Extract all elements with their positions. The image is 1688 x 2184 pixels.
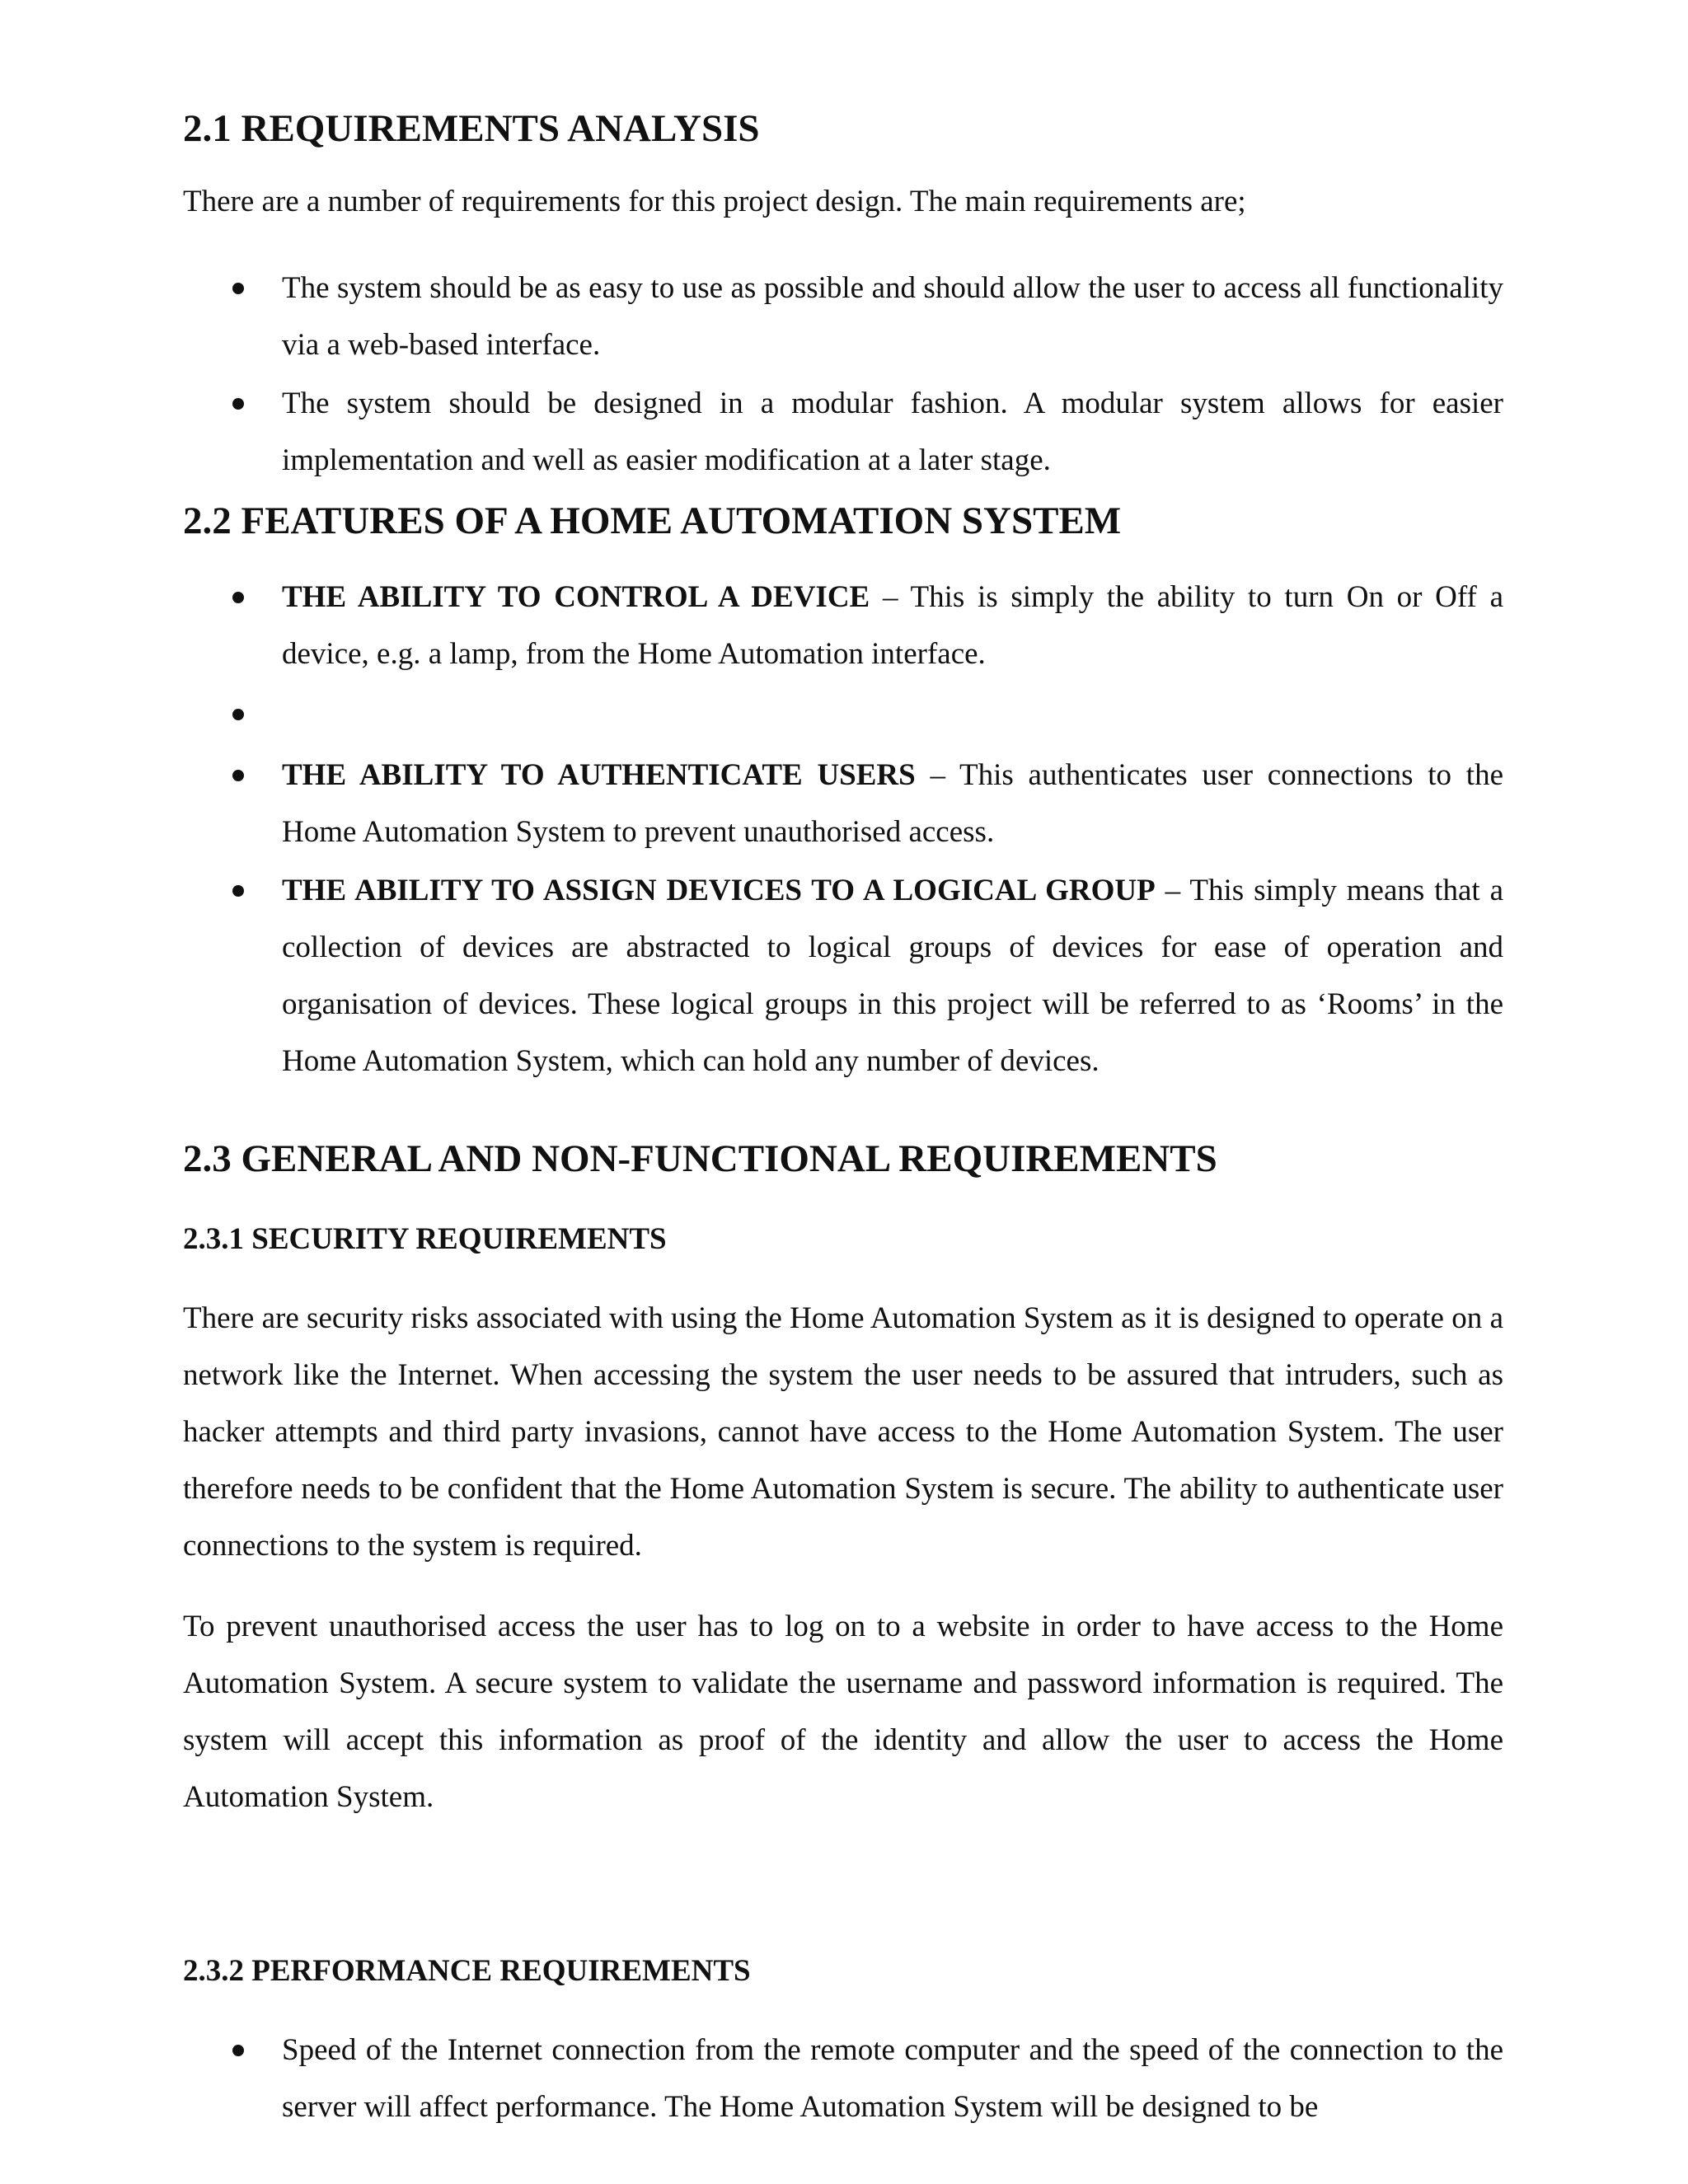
bullet-icon (232, 398, 244, 410)
heading-features: 2.2 FEATURES OF A HOME AUTOMATION SYSTEM (183, 499, 1122, 542)
list-item-text (282, 747, 1503, 860)
feature-title: THE ABILITY TO ASSIGN DEVICES TO A LOGICAL GROUP (282, 874, 1156, 907)
bullet-icon (232, 2045, 244, 2056)
heading-general-requirements: 2.3 GENERAL AND NON-FUNCTIONAL REQUIREMENTS (183, 1137, 1217, 1180)
list-item-text (282, 862, 1503, 1090)
security-paragraph: To prevent unauthorised access the user has to log on to a website in order to have access to the Home Automation System. A secure system to validate the username and password information is required. The system will accept this information as proof of the identity and allow the user to access the Home Automation System. (183, 1610, 1503, 1814)
security-paragraph: There are security risks associated with using the Home Automation System as it is designed to operate on a network like the Internet. When accessing the system the user needs to be assured that intruders, such as hacker attempts and third party invasions, cannot have access to the Home Automation System. The user therefore needs to be confident that the Home Automation System is secure. The ability to authenticate user connections to the system is required. (183, 1301, 1503, 1563)
bullet-icon (232, 283, 244, 294)
bullet-icon (232, 709, 244, 720)
heading-security-requirements: 2.3.1 SECURITY REQUIREMENTS (183, 1222, 667, 1256)
bullet-icon (232, 592, 244, 603)
bullet-icon (232, 885, 244, 897)
intro-paragraph: There are a number of requirements for this project design. The main requirements are; (183, 185, 1246, 218)
feature-description: – This simply means that a collection of devices are abstracted to logical groups of devices for ease of operation and organisation of devices. These logical groups in this project will be referred to as ‘Rooms’ in the Home Automation System, which can hold any number of devices. (282, 874, 1503, 1078)
list-item-text: Speed of the Internet connection from the remote computer and the speed of the connection to the server will affect performance. The Home Automation System will be designed to be (282, 2033, 1503, 2124)
heading-performance-requirements: 2.3.2 PERFORMANCE REQUIREMENTS (183, 1954, 751, 1988)
list-item-text: The system should be designed in a modular fashion. A modular system allows for easier implementation and well as easier modification at a later stage. (282, 387, 1503, 477)
feature-title: THE ABILITY TO CONTROL A DEVICE (282, 580, 870, 614)
feature-title: THE ABILITY TO AUTHENTICATE USERS (282, 758, 916, 792)
feature-description: – This authenticates user connections to the Home Automation System to prevent unauthorised access. (282, 758, 1503, 849)
feature-description: – This is simply the ability to turn On or Off a device, e.g. a lamp, from the Home Automation interface. (282, 580, 1503, 671)
list-item-text: The system should be as easy to use as possible and should allow the user to access all functionality via a web-based interface. (282, 271, 1503, 362)
list-item-text (282, 569, 1503, 682)
bullet-icon (232, 770, 244, 781)
heading-requirements-analysis: 2.1 REQUIREMENTS ANALYSIS (183, 107, 760, 150)
